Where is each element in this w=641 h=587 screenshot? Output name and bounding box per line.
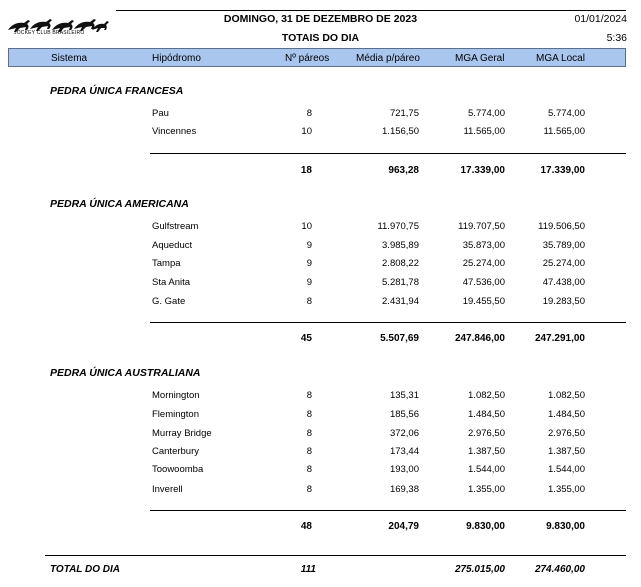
col-media: Média p/páreo	[356, 53, 420, 64]
section-title: PEDRA ÚNICA AUSTRALIANA	[50, 367, 201, 379]
column-header-bar	[8, 48, 626, 67]
subtotal-rule	[150, 510, 626, 511]
report-time: 5:36	[606, 32, 627, 44]
grand-total-label: TOTAL DO DIA	[50, 564, 120, 575]
col-mga-geral: MGA Geral	[455, 53, 505, 64]
grand-total-rule	[45, 555, 626, 556]
subtotal-rule	[150, 322, 626, 323]
report-date: 01/01/2024	[574, 13, 627, 25]
section-title: PEDRA ÚNICA AMERICANA	[50, 198, 189, 210]
section-title: PEDRA ÚNICA FRANCESA	[50, 85, 184, 97]
col-pareos: Nº páreos	[285, 53, 330, 64]
report-title: DOMINGO, 31 DE DEZEMBRO DE 2023	[223, 13, 418, 25]
col-sistema: Sistema	[51, 53, 88, 64]
col-mga-local: MGA Local	[536, 53, 585, 64]
col-hipodromo: Hipódromo	[152, 53, 201, 64]
report-subtitle: TOTAIS DO DIA	[281, 32, 360, 44]
subtotal-rule	[150, 153, 626, 154]
top-rule	[116, 10, 626, 11]
logo-text: JOCKEY CLUB BRASILEIRO	[14, 30, 85, 36]
